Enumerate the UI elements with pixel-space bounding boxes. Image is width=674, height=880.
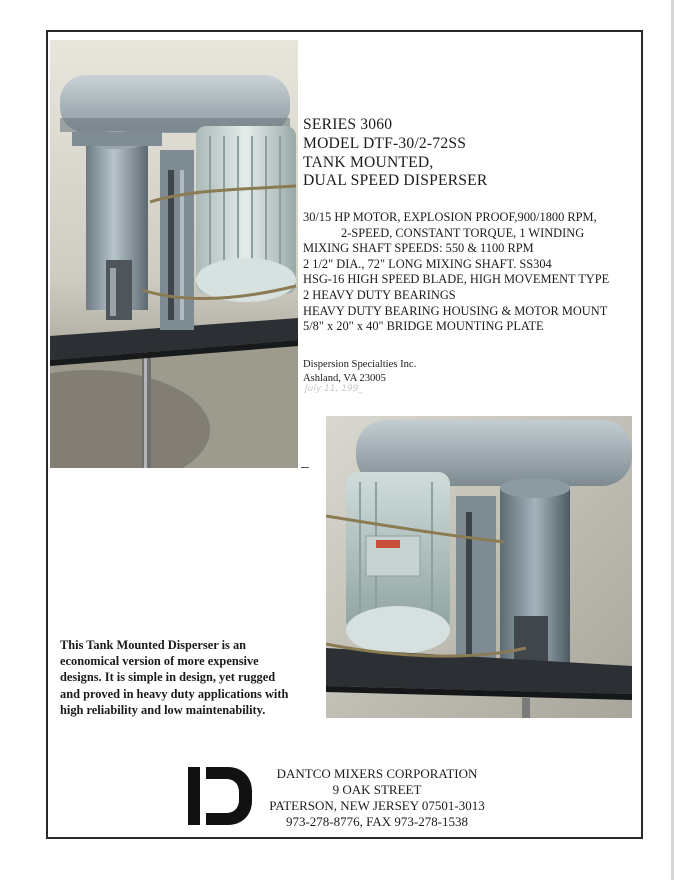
spec-line: HSG-16 HIGH SPEED BLADE, HIGH MOVEMENT TYPE <box>303 272 610 287</box>
company-phone: 973-278-8776, FAX 973-278-1538 <box>285 814 469 829</box>
spec-line: 5/8" x 20" x 40" BRIDGE MOUNTING PLATE <box>303 319 544 334</box>
product-description <box>60 637 320 718</box>
description-line: high reliability and low maintenability. <box>60 702 266 717</box>
disperser-side-illustration <box>326 416 632 718</box>
spec-line: 2 1/2" DIA., 72" LONG MIXING SHAFT. SS304 <box>303 256 552 271</box>
supplier-block <box>303 358 416 385</box>
description-line: economical version of more expensive <box>60 654 259 669</box>
handwritten-date: July 11, 199_ <box>305 384 363 394</box>
company-street: 9 OAK STREET <box>332 782 422 797</box>
type-title: DUAL SPEED DISPERSER <box>303 172 488 190</box>
spec-line: MIXING SHAFT SPEEDS: 550 & 1100 RPM <box>303 241 534 256</box>
spec-line: 2-SPEED, CONSTANT TORQUE, 1 WINDING <box>341 225 585 240</box>
description-line: and proved in heavy duty applications with <box>60 686 289 701</box>
disperser-photo-side <box>326 416 632 718</box>
spec-list <box>303 210 643 335</box>
product-heading <box>303 116 633 191</box>
series-title: SERIES 3060 <box>303 116 393 133</box>
description-line: designs. It is simple in design, yet rugged <box>60 670 276 685</box>
spec-line: HEAVY DUTY BEARING HOUSING & MOTOR MOUNT <box>303 303 608 318</box>
description-line: This Tank Mounted Disperser is an <box>60 638 247 652</box>
company-name: DANTCO MIXERS CORPORATION <box>276 766 478 781</box>
supplier-city: Ashland, VA 23005 <box>303 372 386 384</box>
company-address <box>256 766 498 830</box>
spec-line: 30/15 HP MOTOR, EXPLOSION PROOF,900/1800 RPM, <box>303 210 597 224</box>
disperser-front-illustration <box>50 40 298 468</box>
company-city: PATERSON, NEW JERSEY 07501-3013 <box>269 798 485 813</box>
dantco-d-logo-icon <box>188 767 252 825</box>
model-title: MODEL DTF-30/2-72SS <box>303 134 467 152</box>
scan-mark <box>301 467 309 468</box>
disperser-photo-front <box>50 40 298 468</box>
mount-title: TANK MOUNTED, <box>303 153 434 171</box>
supplier-name: Dispersion Specialties Inc. <box>303 359 417 370</box>
spec-line: 2 HEAVY DUTY BEARINGS <box>303 287 456 302</box>
dantco-logo-mark <box>188 767 252 825</box>
